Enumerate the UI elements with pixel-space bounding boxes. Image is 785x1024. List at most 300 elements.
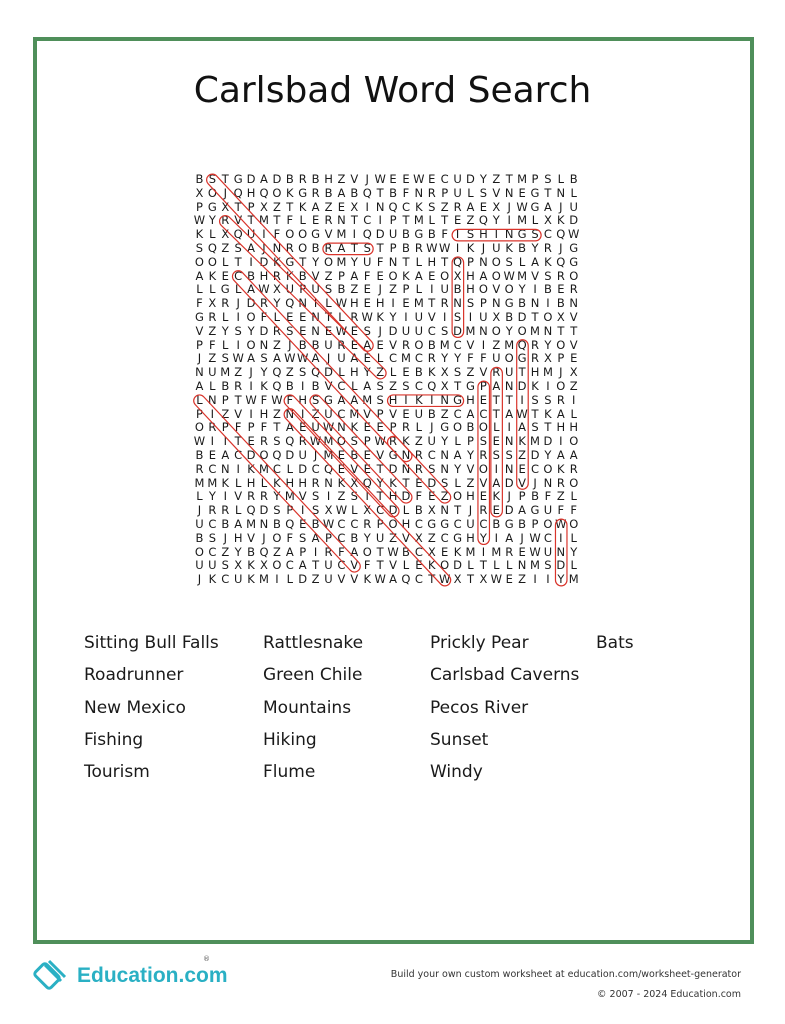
grid-letter: X — [492, 309, 501, 324]
grid-letter: Q — [453, 254, 463, 269]
grid-letter: M — [400, 351, 411, 366]
grid-letter: H — [479, 227, 488, 242]
grid-letter: S — [273, 503, 281, 518]
grid-letter: R — [208, 503, 217, 518]
answer-highlight — [478, 378, 490, 544]
grid-letter: J — [223, 185, 227, 200]
grid-letter: I — [494, 530, 498, 545]
grid-letter: T — [273, 420, 281, 435]
grid-letter: P — [479, 296, 487, 311]
grid-letter: U — [311, 420, 320, 435]
grid-letter: C — [208, 461, 217, 476]
grid-letter: I — [301, 378, 305, 393]
grid-letter: O — [440, 558, 450, 573]
grid-letter: Z — [272, 406, 281, 421]
grid-letter: U — [337, 351, 346, 366]
grid-letter: V — [298, 489, 307, 504]
grid-letter: C — [543, 530, 552, 545]
grid-letter: H — [388, 489, 398, 504]
grid-letter: E — [363, 420, 371, 435]
grid-letter: R — [569, 461, 578, 476]
grid-letter: P — [467, 254, 474, 269]
grid-letter: M — [530, 558, 540, 573]
grid-letter: U — [195, 516, 204, 531]
grid-letter: U — [453, 172, 462, 186]
grid-letter: V — [466, 461, 475, 476]
grid-letter: N — [375, 199, 385, 214]
grid-letter: R — [414, 447, 423, 462]
grid-letter: E — [479, 489, 488, 504]
grid-letter: C — [337, 406, 346, 421]
grid-letter: N — [337, 420, 346, 435]
grid-letter: H — [298, 475, 308, 490]
grid-letter: R — [298, 172, 307, 186]
grid-letter: D — [530, 447, 540, 462]
grid-letter: P — [325, 530, 332, 545]
grid-letter: T — [325, 309, 333, 324]
grid-letter: L — [286, 461, 293, 476]
grid-letter: I — [352, 227, 357, 242]
grid-letter: X — [260, 558, 268, 573]
grid-letter: G — [530, 199, 540, 214]
grid-letter: D — [401, 489, 411, 504]
grid-letter: O — [491, 268, 501, 283]
grid-letter: B — [518, 516, 527, 531]
answer-highlight — [452, 254, 464, 338]
grid-letter: Z — [389, 378, 397, 393]
grid-letter: T — [350, 240, 358, 255]
grid-letter: E — [415, 475, 423, 490]
grid-letter: E — [247, 434, 255, 449]
grid-letter: W — [322, 516, 335, 531]
grid-letter: Y — [208, 489, 216, 504]
grid-letter: D — [517, 378, 527, 393]
grid-letter: Y — [454, 461, 462, 476]
grid-letter: C — [337, 530, 346, 545]
grid-letter: J — [559, 365, 563, 380]
grid-letter: U — [208, 365, 217, 380]
word-column-3 — [430, 632, 579, 793]
footer-tagline: Build your own custom worksheet at education.com/worksheet-generator — [390, 969, 741, 980]
grid-letter: A — [195, 378, 204, 393]
grid-letter: I — [223, 489, 227, 504]
grid-letter: B — [453, 282, 462, 297]
word-item: Flume — [263, 762, 316, 783]
grid-letter: L — [570, 558, 577, 573]
word-item: New Mexico — [84, 697, 186, 718]
grid-letter: Z — [569, 378, 578, 393]
grid-letter: W — [516, 199, 528, 214]
grid-letter: A — [247, 351, 256, 366]
grid-letter: L — [196, 489, 203, 504]
grid-letter: X — [453, 572, 462, 587]
grid-letter: S — [376, 392, 384, 407]
grid-letter: N — [530, 296, 540, 311]
grid-letter: Z — [337, 172, 346, 186]
grid-letter: H — [375, 296, 385, 311]
grid-letter: Y — [544, 447, 552, 462]
grid-letter: Q — [478, 213, 488, 228]
grid-letter: C — [401, 199, 410, 214]
grid-letter: U — [285, 282, 294, 297]
grid-letter: I — [210, 434, 215, 449]
grid-letter: T — [234, 254, 242, 269]
grid-letter: S — [311, 489, 320, 504]
grid-letter: K — [557, 213, 565, 228]
grid-letter: S — [441, 475, 449, 490]
grid-letter: O — [207, 185, 217, 200]
grid-letter: O — [285, 227, 295, 242]
grid-letter: V — [195, 323, 204, 338]
grid-letter: R — [324, 213, 333, 228]
grid-letter: G — [517, 227, 527, 242]
grid-letter: J — [365, 172, 369, 186]
grid-letter: T — [286, 199, 294, 214]
grid-letter: Q — [272, 378, 282, 393]
grid-letter: E — [402, 406, 410, 421]
grid-letter: T — [428, 572, 436, 587]
grid-letter: I — [391, 296, 395, 311]
grid-letter: C — [376, 503, 385, 518]
grid-letter: Z — [440, 199, 449, 214]
grid-letter: L — [299, 213, 306, 228]
grid-letter: R — [298, 434, 307, 449]
grid-letter: D — [246, 296, 256, 311]
grid-letter: U — [401, 323, 411, 338]
grid-letter: N — [504, 378, 514, 393]
grid-letter: C — [453, 337, 462, 352]
grid-letter: R — [505, 544, 514, 559]
grid-letter: N — [285, 406, 295, 421]
grid-letter: R — [221, 296, 230, 311]
grid-letter: B — [195, 172, 204, 186]
grid-letter: B — [195, 530, 204, 545]
grid-letter: J — [430, 420, 434, 435]
grid-letter: I — [378, 213, 382, 228]
grid-letter: K — [492, 489, 501, 504]
grid-letter: N — [556, 544, 566, 559]
grid-letter: Q — [362, 227, 372, 242]
grid-letter: L — [273, 309, 281, 324]
grid-letter: C — [427, 447, 436, 462]
grid-letter: Z — [466, 475, 475, 490]
grid-letter: E — [363, 351, 371, 366]
grid-letter: P — [376, 516, 384, 531]
grid-letter: A — [350, 351, 359, 366]
grid-letter: K — [273, 475, 281, 490]
grid-letter: E — [286, 309, 294, 324]
grid-letter: H — [350, 365, 359, 380]
grid-letter: W — [284, 351, 296, 366]
grid-letter: J — [326, 351, 331, 366]
grid-letter: C — [414, 572, 423, 587]
grid-letter: S — [234, 323, 242, 338]
grid-letter: W — [438, 572, 451, 587]
grid-letter: R — [208, 420, 217, 435]
grid-letter: L — [222, 254, 229, 269]
grid-letter: Y — [505, 323, 513, 338]
grid-letter: K — [247, 558, 255, 573]
grid-letter: K — [544, 406, 552, 421]
grid-letter: R — [272, 323, 281, 338]
grid-letter: I — [494, 227, 498, 242]
grid-letter: I — [442, 309, 447, 324]
word-column-2 — [263, 632, 363, 793]
grid-letter: Z — [492, 172, 501, 186]
grid-letter: U — [388, 227, 398, 242]
grid-letter: S — [453, 365, 462, 380]
word-item: Bats — [596, 633, 634, 653]
grid-letter: I — [404, 392, 408, 407]
grid-letter: F — [209, 337, 216, 352]
grid-letter: K — [247, 461, 255, 476]
grid-letter: G — [233, 172, 243, 186]
grid-letter: O — [362, 544, 372, 559]
grid-letter: T — [234, 199, 242, 214]
grid-letter: S — [221, 558, 229, 573]
grid-letter: R — [543, 240, 552, 255]
grid-letter: N — [440, 447, 449, 462]
grid-letter: I — [236, 309, 240, 324]
grid-letter: A — [350, 268, 359, 283]
grid-letter: G — [220, 282, 230, 297]
grid-letter: N — [388, 254, 398, 269]
grid-letter: K — [518, 434, 526, 449]
grid-letter: V — [234, 406, 243, 421]
grid-letter: E — [337, 447, 346, 462]
grid-letter: L — [351, 378, 358, 393]
grid-letter: T — [221, 172, 229, 186]
grid-letter: W — [335, 296, 348, 311]
grid-letter: L — [415, 282, 423, 297]
grid-letter: R — [208, 309, 217, 324]
grid-letter: X — [543, 213, 552, 228]
grid-letter: T — [531, 309, 539, 324]
grid-letter: P — [389, 420, 397, 435]
grid-letter: I — [559, 530, 563, 545]
grid-letter: I — [559, 434, 563, 449]
grid-letter: W — [490, 572, 502, 587]
grid-letter: P — [195, 406, 203, 421]
grid-letter: Q — [362, 475, 372, 490]
grid-letter: S — [208, 172, 217, 186]
grid-letter: Y — [557, 572, 565, 587]
grid-letter: Y — [350, 254, 358, 269]
grid-letter: U — [492, 351, 501, 366]
answer-highlights — [193, 173, 609, 589]
grid-letter: W — [438, 240, 451, 255]
grid-letter: L — [493, 420, 500, 435]
grid-letter: V — [337, 572, 346, 587]
grid-letter: C — [272, 461, 281, 476]
grid-letter: E — [557, 282, 565, 297]
grid-letter: G — [298, 185, 308, 200]
grid-letter: Y — [570, 544, 578, 559]
grid-letter: G — [388, 447, 398, 462]
grid-letter: K — [531, 378, 539, 393]
grid-letter: E — [479, 199, 488, 214]
grid-letter: P — [402, 282, 410, 297]
grid-letter: S — [350, 434, 358, 449]
grid-letter: F — [286, 392, 294, 407]
grid-letter: I — [481, 337, 486, 352]
grid-letter: D — [246, 447, 256, 462]
grid-letter: Z — [311, 572, 320, 587]
grid-letter: J — [533, 475, 537, 490]
grid-letter: C — [311, 461, 320, 476]
grid-letter: B — [389, 185, 397, 200]
grid-letter: P — [286, 503, 294, 518]
grid-letter: B — [466, 420, 475, 435]
grid-letter: F — [467, 351, 474, 366]
grid-letter: G — [569, 254, 579, 269]
grid-letter: E — [299, 420, 307, 435]
grid-letter: E — [376, 420, 384, 435]
grid-letter: X — [427, 544, 436, 559]
grid-letter: W — [232, 351, 244, 366]
grid-letter: J — [520, 530, 524, 545]
grid-letter: E — [428, 172, 436, 186]
grid-letter: Q — [207, 240, 217, 255]
grid-letter: X — [492, 199, 501, 214]
word-search-grid — [193, 173, 609, 589]
grid-letter: Q — [233, 227, 243, 242]
grid-letter: Q — [285, 296, 295, 311]
grid-letter: F — [286, 530, 294, 545]
grid-letter: A — [389, 572, 397, 587]
grid-letter: W — [387, 544, 399, 559]
grid-letter: N — [401, 447, 411, 462]
grid-letter: R — [337, 337, 346, 352]
grid-letter: A — [556, 406, 565, 421]
grid-letter: J — [262, 530, 266, 545]
grid-letter: V — [350, 461, 359, 476]
grid-letter: X — [350, 199, 359, 214]
grid-letter: I — [572, 392, 576, 407]
grid-letter: N — [259, 516, 269, 531]
grid-letter: C — [389, 351, 398, 366]
grid-letter: G — [504, 516, 514, 531]
grid-letter: L — [209, 378, 216, 393]
grid-letter: J — [378, 282, 382, 297]
grid-letter: R — [389, 434, 398, 449]
grid-letter: R — [479, 447, 488, 462]
grid-letter: T — [234, 434, 242, 449]
grid-letter: Y — [363, 365, 371, 380]
grid-letter: X — [440, 378, 449, 393]
grid-letter: P — [376, 406, 384, 421]
grid-letter: S — [479, 185, 488, 200]
grid-letter: O — [491, 323, 501, 338]
grid-letter: U — [363, 254, 372, 269]
grid-letter: D — [556, 558, 566, 573]
grid-letter: F — [260, 420, 268, 435]
grid-letter: Z — [440, 406, 449, 421]
grid-letter: B — [285, 172, 294, 186]
grid-letter: W — [258, 282, 270, 297]
grid-letter: R — [427, 351, 436, 366]
grid-letter: P — [467, 434, 474, 449]
grid-letter: A — [337, 392, 346, 407]
grid-letter: S — [544, 558, 552, 573]
grid-letter: N — [556, 185, 566, 200]
grid-letter: E — [208, 447, 216, 462]
grid-letter: A — [479, 268, 488, 283]
grid-letter: Z — [272, 544, 281, 559]
grid-letter: B — [531, 489, 539, 504]
grid-letter: E — [402, 365, 410, 380]
grid-letter: Y — [234, 544, 242, 559]
grid-letter: R — [556, 475, 565, 490]
grid-letter: T — [299, 254, 307, 269]
grid-letter: S — [273, 434, 281, 449]
grid-letter: M — [413, 296, 424, 311]
grid-letter: S — [466, 296, 475, 311]
grid-letter: M — [465, 544, 476, 559]
grid-letter: X — [363, 503, 372, 518]
grid-letter: S — [428, 199, 436, 214]
grid-letter: E — [324, 323, 333, 338]
grid-letter: L — [467, 558, 474, 573]
grid-letter: T — [402, 254, 410, 269]
grid-letter: B — [221, 516, 230, 531]
grid-letter: F — [363, 268, 371, 283]
grid-letter: G — [517, 351, 527, 366]
grid-letter: B — [298, 337, 307, 352]
grid-letter: H — [466, 268, 475, 283]
grid-letter: O — [504, 351, 514, 366]
grid-letter: W — [193, 434, 206, 449]
grid-letter: A — [285, 420, 294, 435]
grid-letter: N — [337, 213, 346, 228]
grid-letter: L — [234, 503, 242, 518]
grid-letter: R — [414, 461, 423, 476]
grid-letter: I — [236, 337, 240, 352]
grid-letter: T — [234, 392, 242, 407]
grid-letter: S — [402, 378, 410, 393]
grid-letter: L — [415, 420, 423, 435]
grid-letter: I — [249, 406, 253, 421]
grid-letter: D — [543, 434, 553, 449]
grid-letter: V — [531, 268, 539, 283]
grid-letter: M — [362, 392, 373, 407]
grid-letter: Z — [376, 365, 385, 380]
grid-letter: F — [260, 309, 268, 324]
grid-letter: K — [376, 309, 384, 324]
grid-letter: W — [413, 172, 425, 186]
grid-letter: C — [363, 213, 372, 228]
grid-letter: Z — [285, 365, 294, 380]
grid-letter: S — [492, 447, 500, 462]
grid-letter: Z — [272, 199, 281, 214]
grid-letter: B — [414, 503, 423, 518]
grid-letter: T — [466, 572, 474, 587]
grid-letter: Z — [208, 323, 217, 338]
grid-letter: S — [544, 392, 552, 407]
grid-letter: R — [324, 544, 333, 559]
grid-letter: O — [388, 268, 398, 283]
word-item: Sitting Bull Falls — [84, 633, 219, 653]
brand-logo[interactable] — [33, 955, 228, 997]
grid-letter: W — [529, 544, 541, 559]
grid-letter: A — [492, 475, 501, 490]
grid-letter: B — [350, 530, 359, 545]
grid-letter: M — [194, 475, 205, 490]
grid-letter: Z — [389, 282, 397, 297]
grid-letter: J — [468, 503, 473, 518]
grid-letter: A — [311, 530, 320, 545]
grid-letter: N — [504, 434, 514, 449]
